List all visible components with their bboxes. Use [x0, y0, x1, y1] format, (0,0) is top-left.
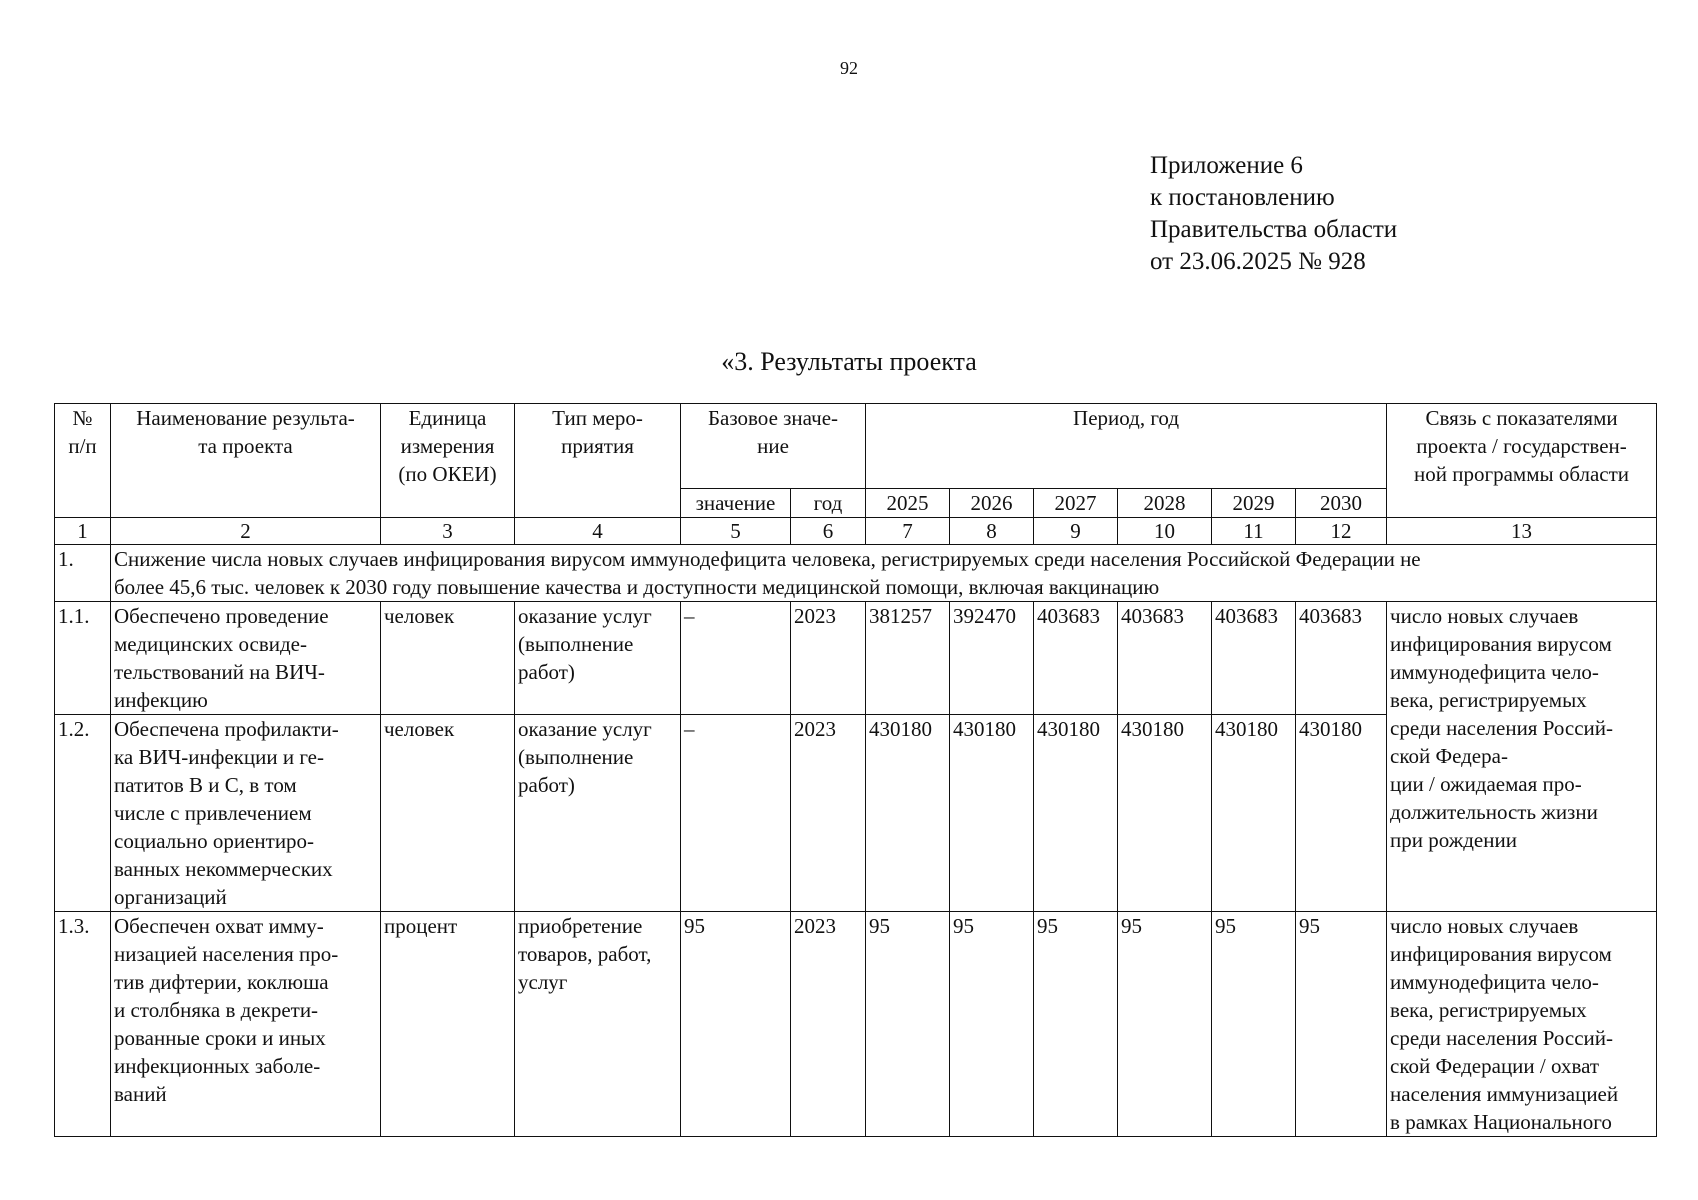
row-value-2028: 430180: [1118, 715, 1212, 912]
header-type-line-2: приятия: [561, 434, 634, 458]
row-name-line: социально ориентиро-: [114, 829, 315, 853]
row-base-value: –: [681, 602, 791, 715]
row-type-line: услуг: [518, 970, 568, 994]
header-year-2027: 2027: [1034, 489, 1118, 518]
header-row: [55, 404, 1657, 489]
header-unit-line-1: Единица: [408, 406, 487, 430]
row-value-2030: 95: [1296, 912, 1387, 1137]
column-number: 6: [791, 518, 866, 545]
row-num: 1.2.: [55, 715, 111, 912]
header-base: [681, 404, 866, 489]
row-link-line: ции / ожидаемая про-: [1390, 772, 1582, 796]
row-link-line: населения иммунизацией: [1390, 1082, 1619, 1106]
row-name-line: медицинских освиде-: [114, 632, 307, 656]
row-link-line: число новых случаев: [1390, 604, 1579, 628]
appendix-line-2: к постановлению: [1150, 184, 1335, 211]
column-number: 13: [1387, 518, 1657, 545]
header-link-line-1: Связь с показателями: [1425, 406, 1618, 430]
group-title-line-2: более 45,6 тыс. человек к 2030 году повышение качества и доступности медицинской помощи, включая вакцинацию: [114, 575, 1160, 599]
group-title-line-1: Снижение числа новых случаев инфицирования вирусом иммунодефицита человека, регистрируемых среди населения Российской Федерации не: [114, 547, 1421, 571]
row-value-2028: 95: [1118, 912, 1212, 1137]
row-type: [515, 912, 681, 1137]
column-number-row: [55, 518, 1657, 545]
column-number: 11: [1212, 518, 1296, 545]
row-value-2025: 430180: [866, 715, 950, 912]
header-year-2026: 2026: [950, 489, 1034, 518]
header-period: Период, год: [866, 404, 1387, 489]
row-link-line: среди населения Россий-: [1390, 716, 1614, 740]
row-name: [111, 912, 381, 1137]
column-number: 12: [1296, 518, 1387, 545]
row-name-line: рованные сроки и иных: [114, 1026, 326, 1050]
row-num: 1.1.: [55, 602, 111, 715]
row-name-line: Обеспечено проведение: [114, 604, 329, 628]
row-name-line: Обеспечена профилакти-: [114, 717, 339, 741]
appendix-line-3: Правительства области: [1150, 216, 1398, 243]
row-link: [1387, 602, 1657, 912]
header-num-line-2: п/п: [68, 434, 97, 458]
row-base-year: 2023: [791, 602, 866, 715]
row-value-2025: 95: [866, 912, 950, 1137]
column-number: 2: [111, 518, 381, 545]
row-type: [515, 602, 681, 715]
page-number: 92: [840, 58, 858, 78]
row-value-2026: 392470: [950, 602, 1034, 715]
header-year-2028: 2028: [1118, 489, 1212, 518]
row-type-line: оказание услуг: [518, 604, 652, 628]
header-name: [111, 404, 381, 518]
row-name-line: ванных некоммерческих: [114, 857, 333, 881]
row-num: 1.3.: [55, 912, 111, 1137]
row-base-value: 95: [681, 912, 791, 1137]
column-number: 10: [1118, 518, 1212, 545]
section-title: «3. Результаты проекта: [721, 347, 977, 376]
row-type-line: приобретение: [518, 914, 643, 938]
row-value-2028: 403683: [1118, 602, 1212, 715]
row-name-line: тельствований на ВИЧ-: [114, 660, 325, 684]
row-link-line: иммунодефицита чело-: [1390, 660, 1599, 684]
header-type-line-1: Тип меро-: [552, 406, 643, 430]
row-base-value: –: [681, 715, 791, 912]
row-link-line: ской Федера-: [1390, 744, 1508, 768]
header-unit-line-2: измерения: [400, 434, 495, 458]
header-base-year: год: [791, 489, 866, 518]
row-name: [111, 602, 381, 715]
row-name-line: инфекцию: [114, 688, 208, 712]
header-link: [1387, 404, 1657, 518]
row-value-2029: 430180: [1212, 715, 1296, 912]
header-year-2029: 2029: [1212, 489, 1296, 518]
row-link-line: должительность жизни: [1390, 800, 1598, 824]
row-type-line: работ): [518, 660, 575, 684]
row-value-2030: 403683: [1296, 602, 1387, 715]
column-number: 7: [866, 518, 950, 545]
row-link-line: века, регистрируемых: [1390, 688, 1587, 712]
header-name-line-1: Наименование результа-: [136, 406, 355, 430]
row-name-line: низацией населения про-: [114, 942, 339, 966]
row-type-line: (выполнение: [518, 745, 634, 769]
header-name-line-2: та проекта: [198, 434, 293, 458]
row-link-line: инфицирования вирусом: [1390, 942, 1612, 966]
header-link-line-2: проекта / государствен-: [1416, 434, 1627, 458]
results-table: [54, 403, 1657, 1137]
row-value-2030: 430180: [1296, 715, 1387, 912]
column-number: 4: [515, 518, 681, 545]
row-name: [111, 715, 381, 912]
row-name-line: и столбняка в декрети-: [114, 998, 319, 1022]
column-number: 5: [681, 518, 791, 545]
column-number: 8: [950, 518, 1034, 545]
header-unit-line-3: (по ОКЕИ): [398, 462, 497, 486]
row-unit: процент: [381, 912, 515, 1137]
header-num: [55, 404, 111, 518]
row-name-line: Обеспечен охват имму-: [114, 914, 324, 938]
row-name-line: организаций: [114, 885, 227, 909]
row-value-2026: 430180: [950, 715, 1034, 912]
column-number: 1: [55, 518, 111, 545]
header-year-2025: 2025: [866, 489, 950, 518]
row-type: [515, 715, 681, 912]
header-unit: [381, 404, 515, 518]
header-link-line-3: ной программы области: [1414, 462, 1630, 486]
row-name-line: ка ВИЧ-инфекции и ге-: [114, 745, 324, 769]
row-type-line: работ): [518, 773, 575, 797]
header-base-value: значение: [681, 489, 791, 518]
appendix-line-4: от 23.06.2025 № 928: [1150, 248, 1366, 275]
column-number: 9: [1034, 518, 1118, 545]
row-value-2027: 95: [1034, 912, 1118, 1137]
row-name-line: ваний: [114, 1082, 167, 1106]
table-row: [55, 602, 1657, 715]
row-type-line: (выполнение: [518, 632, 634, 656]
row-unit: человек: [381, 715, 515, 912]
header-year-2030: 2030: [1296, 489, 1387, 518]
row-value-2029: 403683: [1212, 602, 1296, 715]
row-link-line: при рождении: [1390, 828, 1517, 852]
row-link: [1387, 912, 1657, 1137]
row-name-line: патитов В и С, в том: [114, 773, 297, 797]
row-base-year: 2023: [791, 912, 866, 1137]
table-row: [55, 912, 1657, 1137]
row-name-line: тив дифтерии, коклюша: [114, 970, 329, 994]
row-name-line: числе с привлечением: [114, 801, 312, 825]
row-link-line: среди населения Россий-: [1390, 1026, 1614, 1050]
row-type-line: оказание услуг: [518, 717, 652, 741]
row-value-2025: 381257: [866, 602, 950, 715]
appendix-line-1: Приложение 6: [1150, 152, 1303, 179]
group-title: [111, 545, 1657, 602]
row-value-2029: 95: [1212, 912, 1296, 1137]
group-num: 1.: [55, 545, 111, 602]
row-value-2027: 403683: [1034, 602, 1118, 715]
row-value-2026: 95: [950, 912, 1034, 1137]
header-num-line-1: №: [72, 406, 93, 430]
header-base-line-2: ние: [757, 434, 789, 458]
row-type-line: товаров, работ,: [518, 942, 652, 966]
row-unit: человек: [381, 602, 515, 715]
row-link-line: число новых случаев: [1390, 914, 1579, 938]
row-base-year: 2023: [791, 715, 866, 912]
row-link-line: иммунодефицита чело-: [1390, 970, 1599, 994]
group-row: [55, 545, 1657, 602]
row-link-line: века, регистрируемых: [1390, 998, 1587, 1022]
header-base-line-1: Базовое значе-: [707, 406, 839, 430]
appendix-block: [1150, 150, 1397, 278]
column-number: 3: [381, 518, 515, 545]
row-link-line: в рамках Национального: [1390, 1110, 1612, 1134]
row-link-line: инфицирования вирусом: [1390, 632, 1612, 656]
row-link-line: ской Федерации / охват: [1390, 1054, 1600, 1078]
row-name-line: инфекционных заболе-: [114, 1054, 321, 1078]
row-value-2027: 430180: [1034, 715, 1118, 912]
header-type: [515, 404, 681, 518]
